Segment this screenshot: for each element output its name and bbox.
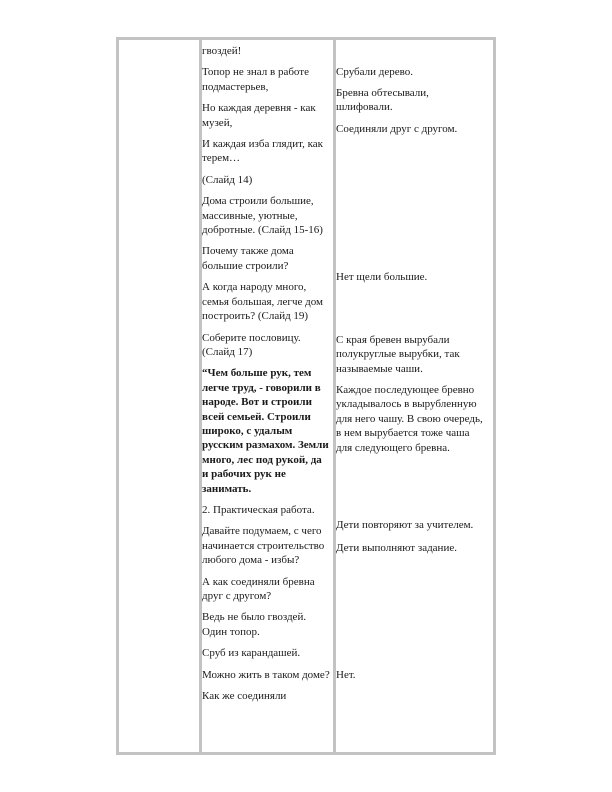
teacher-text: Соберите пословицу. (Слайд 17) — [202, 331, 301, 358]
student-text: Бревна обтесывали, шлифовали. — [336, 87, 429, 114]
teacher-text: Давайте подумаем, с чего начинается строительство любого дома - избы? — [202, 525, 325, 567]
student-text: Соединяли друг с другом. — [336, 123, 458, 135]
teacher-column — [202, 40, 330, 752]
student-text: Нет щели большие. — [336, 271, 428, 283]
teacher-text: Сруб из карандашей. — [202, 647, 301, 660]
teacher-text: Как же соединяли — [202, 690, 287, 703]
teacher-text: 2. Практическая работа. — [202, 503, 315, 516]
teacher-text: гвоздей! — [202, 45, 242, 57]
teacher-text: “Чем больше рук, тем легче труд, - говорили в народе. Вот и строили всей семьей. Строили широко, с удалым русским размахом. Земли много, лес под рукой, да и рабочих рук не занимать. — [202, 367, 329, 495]
teacher-text: (Слайд 14) — [202, 173, 253, 186]
teacher-text: Ведь не было гвоздей. Один топор. — [202, 611, 307, 638]
student-text: Дети повторяют за учителем. — [336, 519, 474, 531]
teacher-text: Почему также дома большие строили? — [202, 245, 294, 272]
teacher-text: А когда народу много, семья большая, легче дом построить? (Слайд 19) — [202, 281, 323, 323]
teacher-text: Но каждая деревня - как музей, — [202, 102, 316, 129]
student-text: Каждое последующее бревно укладывалось в вырубленную для него чашу. В свою очередь, в нем вырубается тоже чаша для следующего бревна. — [336, 384, 483, 454]
student-text: Срубали дерево. — [336, 66, 413, 78]
teacher-text: Можно жить в таком доме? — [202, 668, 330, 681]
student-text: С края бревен вырубали полукруглые вырубки, так называемые чаши. — [336, 334, 460, 375]
teacher-text: И каждая изба глядит, как терем… — [202, 138, 323, 165]
teacher-text: Дома строили большие, массивные, уютные, добротные. (Слайд 15-16) — [202, 195, 323, 237]
teacher-text: А как соединяли бревна друг с другом? — [202, 575, 315, 602]
teacher-text: Топор не знал в работе подмастерьев, — [202, 66, 309, 93]
student-column — [336, 40, 486, 752]
student-text: Нет. — [336, 669, 356, 681]
lesson-table — [116, 37, 496, 755]
student-text: Дети выполняют задание. — [336, 542, 457, 554]
